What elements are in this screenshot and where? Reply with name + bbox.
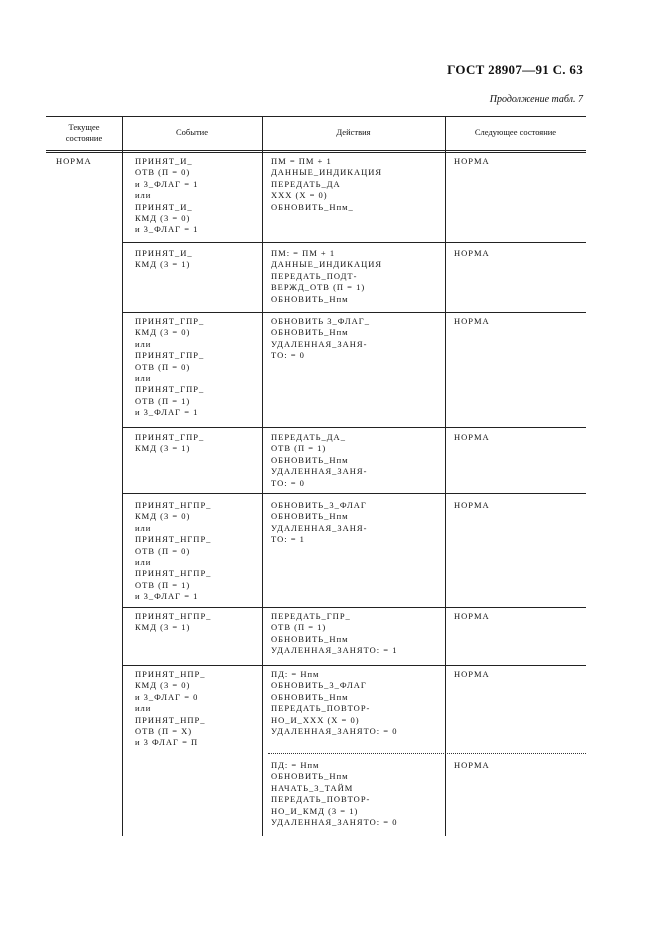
event-cell: ПРИНЯТ_НГПР_ КМД (3 = 0) или ПРИНЯТ_НГПР_ ОТВ (П = 0) или ПРИНЯТ_НГПР_ ОТВ (П = 1) и 3_ФЛАГ = 1 xyxy=(135,500,212,602)
state-transition-table xyxy=(46,116,586,836)
event-cell: ПРИНЯТ_И_ ОТВ (П = 0) и 3_ФЛАГ = 1 или ПРИНЯТ_И_ КМД (3 = 0) и 3_ФЛАГ = 1 xyxy=(135,156,199,235)
action-cell: ПМ: = ПМ + 1 ДАННЫЕ_ИНДИКАЦИЯ ПЕРЕДАТЬ_ПОДТ- ВЕРЖД_ОТВ (П = 1) ОБНОВИТЬ_Нпм xyxy=(271,248,383,304)
next-state-cell: НОРМА xyxy=(454,248,490,258)
action-cell: ПЕРЕДАТЬ_ГПР_ ОТВ (П = 1) ОБНОВИТЬ_Нпм УДАЛЕННАЯ_ЗАНЯТО: = 1 xyxy=(271,611,398,656)
event-cell: ПРИНЯТ_И_ КМД (3 = 1) xyxy=(135,248,193,270)
next-state-cell: НОРМА xyxy=(454,500,490,510)
action-cell: ПМ = ПМ + 1 ДАННЫЕ_ИНДИКАЦИЯ ПЕРЕДАТЬ_ДА XXX (X = 0) ОБНОВИТЬ_Нпм_ xyxy=(271,156,383,212)
event-cell: ПРИНЯТ_НПР_ КМД (3 = 0) и 3_ФЛАГ = 0 или ПРИНЯТ_НПР_ ОТВ (П = X) и 3 ФЛАГ = П xyxy=(135,669,206,748)
action-cell: ОБНОВИТЬ_3_ФЛАГ ОБНОВИТЬ_Нпм УДАЛЕННАЯ_ЗАНЯ- ТО: = 1 xyxy=(271,500,368,545)
next-state-cell: НОРМА xyxy=(454,669,490,679)
action-cell: ОБНОВИТЬ 3_ФЛАГ_ ОБНОВИТЬ_Нпм УДАЛЕННАЯ_ЗАНЯ- ТО: = 0 xyxy=(271,316,370,361)
page-header: ГОСТ 28907—91 С. 63 xyxy=(447,62,583,77)
next-state-cell: НОРМА xyxy=(454,432,490,442)
action-cell: ПД: = Нпм ОБНОВИТЬ_3_ФЛАГ ОБНОВИТЬ_Нпм ПЕРЕДАТЬ_ПОВТОР- НО_И_XXX (X = 0) УДАЛЕННАЯ_ЗАНЯТО: = 0 xyxy=(271,669,398,737)
next-state-cell-alt: НОРМА xyxy=(454,760,490,770)
action-cell-alt: ПД: = Нпм ОБНОВИТЬ_Нпм НАЧАТЬ_3_ТАЙМ ПЕРЕДАТЬ_ПОВТОР- НО_И_КМД (3 = 1) УДАЛЕННАЯ_ЗАНЯТО: = 0 xyxy=(271,760,398,828)
column-header-next-state: Следующее состояние xyxy=(474,127,557,137)
column-header-current-state: Текущее состояние xyxy=(65,122,103,143)
column-header-event: Событие xyxy=(176,127,208,137)
column-header-actions: Действия xyxy=(336,127,371,137)
event-cell: ПРИНЯТ_ГПР_ КМД (3 = 1) xyxy=(135,432,205,454)
next-state-cell: НОРМА xyxy=(454,611,490,621)
next-state-cell: НОРМА xyxy=(454,156,490,166)
event-cell: ПРИНЯТ_НГПР_ КМД (3 = 1) xyxy=(135,611,212,633)
next-state-cell: НОРМА xyxy=(454,316,490,326)
table-continuation-label: Продолжение табл. 7 xyxy=(489,94,583,105)
action-cell: ПЕРЕДАТЬ_ДА_ ОТВ (П = 1) ОБНОВИТЬ_Нпм УДАЛЕННАЯ_ЗАНЯ- ТО: = 0 xyxy=(271,432,368,488)
event-cell: ПРИНЯТ_ГПР_ КМД (3 = 0) или ПРИНЯТ_ГПР_ ОТВ (П = 0) или ПРИНЯТ_ГПР_ ОТВ (П = 1) и 3_ФЛАГ = 1 xyxy=(135,316,205,418)
current-state-cell: НОРМА xyxy=(56,156,92,166)
